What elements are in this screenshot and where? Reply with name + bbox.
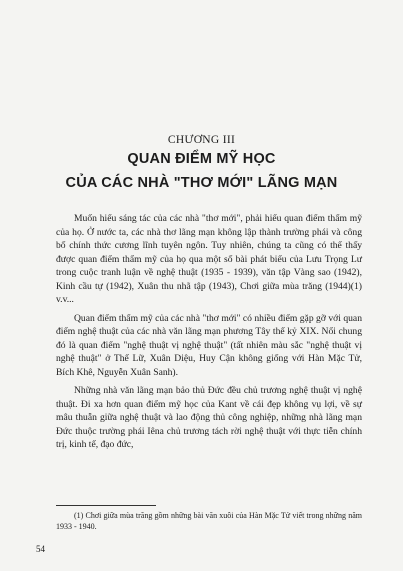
chapter-title-line-2: CỦA CÁC NHÀ "THƠ MỚI" LÃNG MẠN <box>65 175 338 191</box>
paragraph-1: Muốn hiểu sáng tác của các nhà "thơ mới", phải hiểu quan điểm thẩm mỹ của họ. Ở nước ta, các nhà thơ lãng mạn không lập thành trường phái và công bố chính thức cương lĩnh tuyên ngôn. Tuy nhiên, chúng ta cũng có thể thấy được quan điểm thẩm mỹ của họ qua một số bài phát biểu của Lưu Trọng Lư trong cuộc tranh luận về nghệ thuật (1935 - 1939), văn tập Vàng sao (1942), Kinh cầu tự (1942), Xuân thu nhã tập (1943), Chơi giữa mùa trăng (1944)(1) v.v... <box>56 213 362 305</box>
footnote-divider <box>56 505 156 506</box>
page-number: 54 <box>36 544 45 554</box>
chapter-heading: CHƯƠNG III <box>167 134 236 146</box>
footnote: (1) Chơi giữa mùa trăng gồm những bài văn xuôi của Hàn Mặc Tử viết trong những năm 1933 - 1940. <box>56 511 362 531</box>
body-text <box>56 212 362 457</box>
paragraph-3: Những nhà văn lãng mạn bảo thủ Đức đều chủ trương nghệ thuật vị nghệ thuật. Đi xa hơn quan điểm mỹ học của Kant về cái đẹp không vụ lợi, về sự mâu thuẫn giữa nghệ thuật và lao động thủ công nghiệp, những nhà lãng mạn Đức thuộc trường phái Iêna chủ trương tách rời nghệ thuật với thực tiễn chính trị, kinh tế, đạo đức, <box>56 385 362 450</box>
paragraph-2: Quan điểm thẩm mỹ của các nhà "thơ mới" có nhiều điểm gặp gỡ với quan điểm nghệ thuật của các nhà văn lãng mạn phương Tây thế kỷ XIX. Nổi chung đó là quan điểm "nghệ thuật vị nghệ thuật" (tất nhiên màu sắc "nghệ thuật vị nghệ thuật" ở Thế Lữ, Xuân Diệu, Huy Cận không giống với Hàn Mặc Tử, Bích Khê, Nguyễn Xuân Sanh). <box>56 312 362 378</box>
chapter-title-line-1: QUAN ĐIỂM MỸ HỌC <box>127 151 276 167</box>
